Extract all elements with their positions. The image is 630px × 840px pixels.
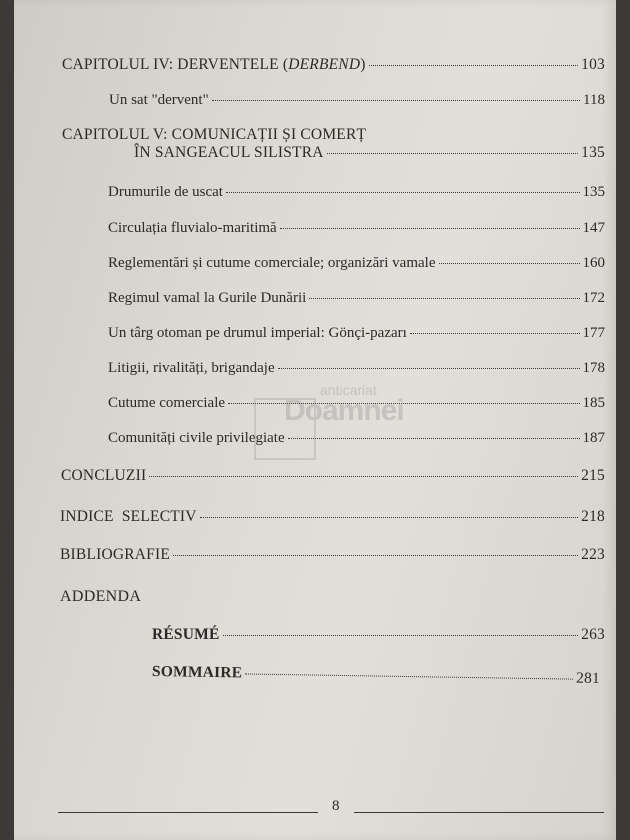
toc-title: Comunități civile privilegiate [108, 430, 285, 446]
toc-page-number: 223 [581, 546, 605, 563]
toc-entry-sat [109, 91, 605, 109]
toc-entry-concluzii [61, 467, 605, 485]
toc-page-number: 177 [582, 325, 605, 341]
dot-leader [410, 333, 580, 334]
toc-entry-sub-6 [108, 394, 605, 412]
toc-title: Regimul vamal la Gurile Dunării [108, 290, 307, 306]
dot-leader [439, 263, 580, 264]
toc-entry-sub-0 [108, 183, 605, 201]
dot-leader [228, 403, 579, 404]
toc-title-line2: ÎN SANGEACUL SILISTRA [134, 144, 324, 161]
toc-page-number: 215 [581, 467, 605, 484]
dot-leader [245, 673, 573, 679]
toc-page-number: 135 [581, 144, 605, 161]
dot-leader [309, 298, 579, 299]
toc-page-number: 185 [582, 395, 605, 411]
watermark-top-text: anticariat [320, 382, 377, 398]
dot-leader [212, 100, 580, 101]
dot-leader [369, 65, 579, 66]
dot-leader [173, 555, 578, 556]
dot-leader [278, 368, 580, 369]
toc-title-line1: CAPITOLUL V: COMUNICAȚII ȘI COMERȚ [62, 126, 367, 143]
toc-page-number: 263 [581, 626, 605, 643]
toc-title: CONCLUZII [61, 467, 147, 484]
toc-title: BIBLIOGRAFIE [60, 546, 171, 563]
toc-entry-resume [152, 626, 605, 644]
dot-leader [226, 192, 580, 193]
dot-leader [200, 517, 578, 518]
toc-page-number: 147 [582, 220, 605, 236]
toc-title: Circulația fluvialo-maritimă [108, 220, 277, 236]
toc-entry-sub-1 [108, 219, 605, 237]
toc-entry-sub-3 [108, 289, 605, 307]
toc-title: Drumurile de uscat [108, 184, 223, 200]
toc-entry-sub-4 [108, 324, 605, 342]
toc-entry-cap4 [62, 56, 605, 74]
footer-page-number: 8 [332, 798, 340, 814]
footer-rule-right [354, 812, 604, 813]
toc-title: Un târg otoman pe drumul imperial: Gönçi-pazarı [108, 325, 407, 341]
toc-page-number: 187 [582, 430, 605, 446]
toc-entry-sub-2 [108, 254, 605, 272]
toc-entry-indice [60, 508, 605, 526]
toc-page-number: 172 [582, 290, 605, 306]
toc-page-number: 281 [575, 669, 601, 688]
toc-entry-sommaire [152, 663, 600, 688]
toc-entry-addenda: ADDENDA [60, 588, 142, 605]
toc-title: INDICE SELECTIV [60, 508, 197, 525]
toc-title: Litigii, rivalități, brigandaje [108, 360, 275, 376]
toc-entry-sub-7 [108, 429, 605, 447]
dot-leader [223, 635, 579, 636]
toc-page-number: 135 [582, 184, 605, 200]
dot-leader [327, 153, 579, 154]
toc-entry-cap5 [62, 126, 605, 162]
toc-page-number: 118 [583, 92, 605, 108]
dot-leader [149, 476, 578, 477]
toc-title: Cutume comerciale [108, 395, 226, 411]
toc-title: RÉSUMÉ [152, 626, 220, 643]
toc-entry-sub-5 [108, 359, 605, 377]
book-page [14, 0, 616, 840]
toc-title: SOMMAIRE [151, 663, 243, 682]
toc-entry-bibliografie [60, 546, 605, 564]
toc-title: Reglementări și cutume comerciale; organizări vamale [108, 255, 436, 271]
toc-page-number: 160 [582, 255, 605, 271]
dot-leader [280, 228, 580, 229]
toc-page-number: 178 [582, 360, 605, 376]
toc-page-number: 218 [581, 508, 605, 525]
footer-rule-left [58, 812, 318, 813]
toc-page-number: 103 [581, 56, 605, 73]
watermark-main-text: Doamnei [284, 394, 404, 427]
toc-title: CAPITOLUL IV: DERVENTELE (DERBEND) [62, 56, 366, 73]
toc-title: Un sat "dervent" [109, 92, 209, 108]
dot-leader [288, 438, 580, 439]
